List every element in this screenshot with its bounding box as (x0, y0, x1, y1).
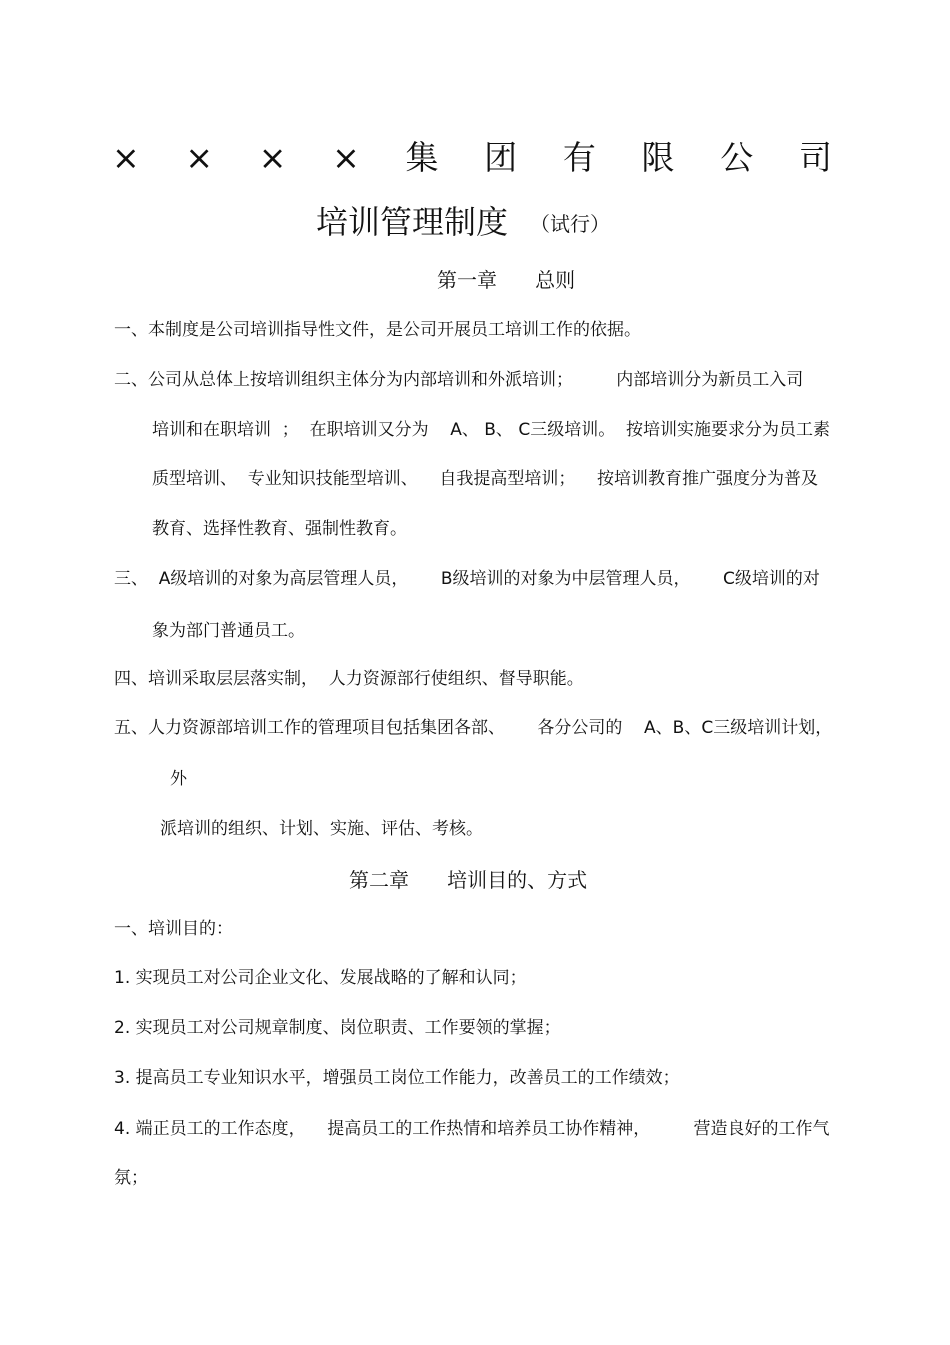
section-heading: 一、培训目的： (114, 919, 233, 939)
chapter-1-heading: 第一章 总则 (437, 268, 576, 292)
paragraph-3-line-1: 三、 A级培训的对象为高层管理人员， B级培训的对象为中层管理人员， C级培训的对 (114, 569, 820, 589)
company-char: 集 (405, 138, 439, 177)
paragraph-5-line-2: 外 (170, 769, 187, 789)
chapter-2-heading: 第二章 培训目的、方式 (349, 868, 588, 892)
list-item: 4. 端正员工的工作态度， 提高员工的工作热情和培养员工协作精神， 营造良好的工作气 (114, 1119, 830, 1139)
paragraph-2-line-1: 二、公司从总体上按培训组织主体分为内部培训和外派培训； 内部培训分为新员工入司 (114, 370, 804, 390)
list-item: 3. 提高员工专业知识水平，增强员工岗位工作能力，改善员工的工作绩效； (114, 1068, 680, 1088)
company-char: × (112, 138, 140, 177)
company-char: 团 (484, 138, 518, 177)
company-char: 公 (720, 138, 754, 177)
paragraph-4: 四、培训采取层层落实制， 人力资源部行使组织、督导职能。 (114, 669, 584, 689)
paragraph-3-line-2: 象为部门普通员工。 (152, 621, 305, 641)
paragraph-2-line-3: 质型培训、 专业知识技能型培训、 自我提高型培训； 按培训教育推广强度分为普及 (152, 469, 819, 489)
company-char: × (258, 138, 287, 177)
list-item: 2. 实现员工对公司规章制度、岗位职责、工作要领的掌握； (114, 1018, 561, 1038)
company-char: 有 (562, 138, 596, 177)
company-char: 限 (641, 138, 675, 177)
company-char: × (332, 138, 360, 177)
document-subtitle: （试行） (530, 212, 610, 236)
paragraph-5-line-1: 五、人力资源部培训工作的管理项目包括集团各部、 各分公司的 A、B、C三级培训计划， (114, 718, 833, 738)
paragraph-1: 一、本制度是公司培训指导性文件，是公司开展员工培训工作的依据。 (114, 320, 641, 340)
paragraph-2-line-2: 培训和在职培训 ； 在职培训又分为 A、 B、 C三级培训。 按培训实施要求分为员工素 (152, 420, 831, 440)
company-char: × (185, 138, 214, 177)
paragraph-2-line-4: 教育、选择性教育、强制性教育。 (152, 519, 407, 539)
company-char: 司 (798, 138, 832, 177)
list-item: 1. 实现员工对公司企业文化、发展战略的了解和认同； (114, 968, 527, 988)
list-item-continuation: 氛； (114, 1168, 148, 1188)
paragraph-5-line-3: 派培训的组织、计划、实施、评估、考核。 (160, 819, 483, 839)
document-title: 培训管理制度 (316, 203, 509, 241)
company-name-heading (112, 138, 832, 178)
